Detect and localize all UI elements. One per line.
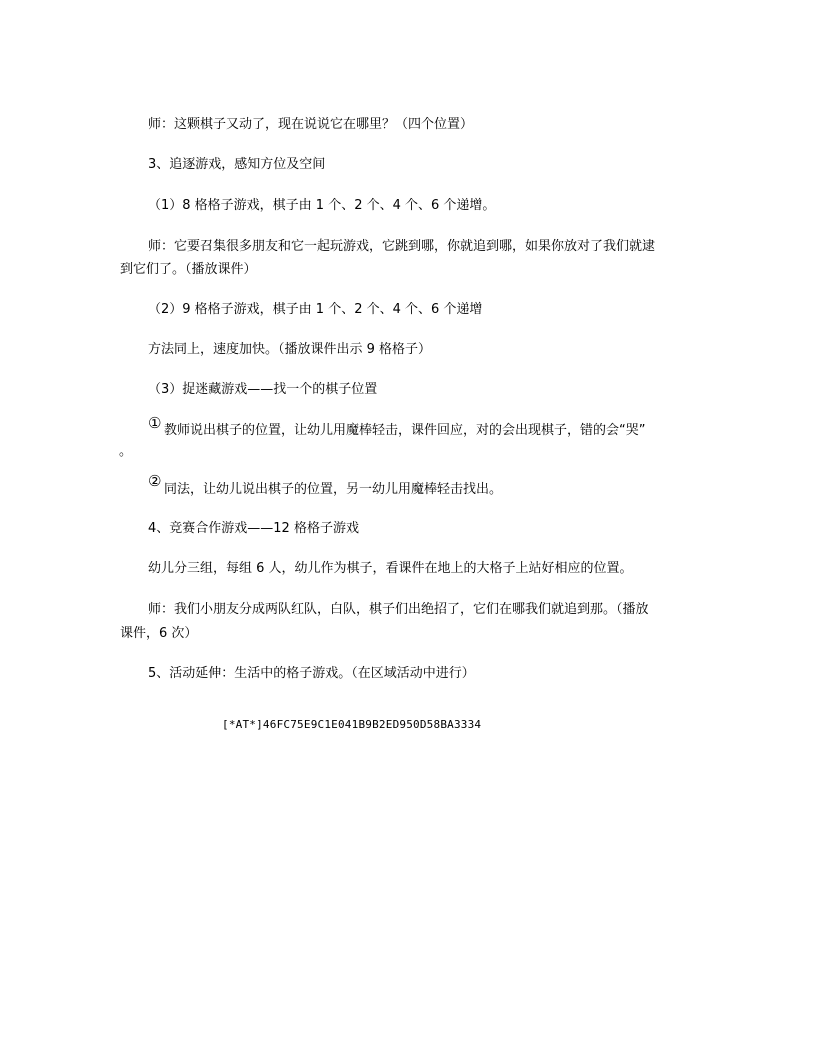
paragraph-teacher-instruction: 师：它要召集很多朋友和它一起玩游戏，它跳到哪，你就追到哪，如果你放对了我们就逮 — [148, 239, 656, 254]
circled-number-1: ① — [148, 414, 162, 432]
item-3-hide-and-seek: （3）捉迷藏游戏——找一个的棋子位置 — [148, 382, 378, 397]
circled-number-2: ② — [148, 472, 162, 490]
paragraph-teacher-question: 师：这颗棋子又动了，现在说说它在哪里？（四个位置） — [148, 117, 474, 132]
paragraph-three-groups: 幼儿分三组，每组 6 人，幼儿作为棋子，看课件在地上的大格子上站好相应的位置。 — [148, 561, 633, 576]
paragraph-teacher-says-position-cont: 。 — [119, 444, 133, 459]
document-id-code: [*AT*]46FC75E9C1E041B9B2ED950D58BA3334 — [222, 718, 482, 731]
paragraph-teacher-teams-cont: 课件，6 次） — [120, 626, 198, 641]
section-4-heading: 4、竞赛合作游戏——12 格格子游戏 — [148, 521, 359, 536]
paragraph-same-method: 同法，让幼儿说出棋子的位置，另一幼儿用魔棒轻击找出。 — [164, 482, 503, 497]
item-2-9-grid-game: （2）9 格格子游戏，棋子由 1 个、2 个、4 个、6 个递增 — [148, 302, 483, 317]
section-3-heading: 3、追逐游戏，感知方位及空间 — [148, 157, 326, 172]
paragraph-teacher-says-position: 教师说出棋子的位置，让幼儿用魔棒轻击，课件回应，对的会出现棋子，错的会“哭” — [164, 423, 646, 438]
section-5-heading: 5、活动延伸：生活中的格子游戏。（在区域活动中进行） — [148, 666, 475, 681]
paragraph-teacher-instruction-cont: 到它们了。（播放课件） — [120, 262, 257, 277]
item-1-8-grid-game: （1）8 格格子游戏，棋子由 1 个、2 个、4 个、6 个递增。 — [148, 198, 496, 213]
paragraph-teacher-teams: 师：我们小朋友分成两队红队，白队，棋子们出绝招了，它们在哪我们就追到那。（播放 — [148, 602, 649, 617]
paragraph-method-same: 方法同上，速度加快。（播放课件出示 9 格格子） — [148, 342, 432, 357]
